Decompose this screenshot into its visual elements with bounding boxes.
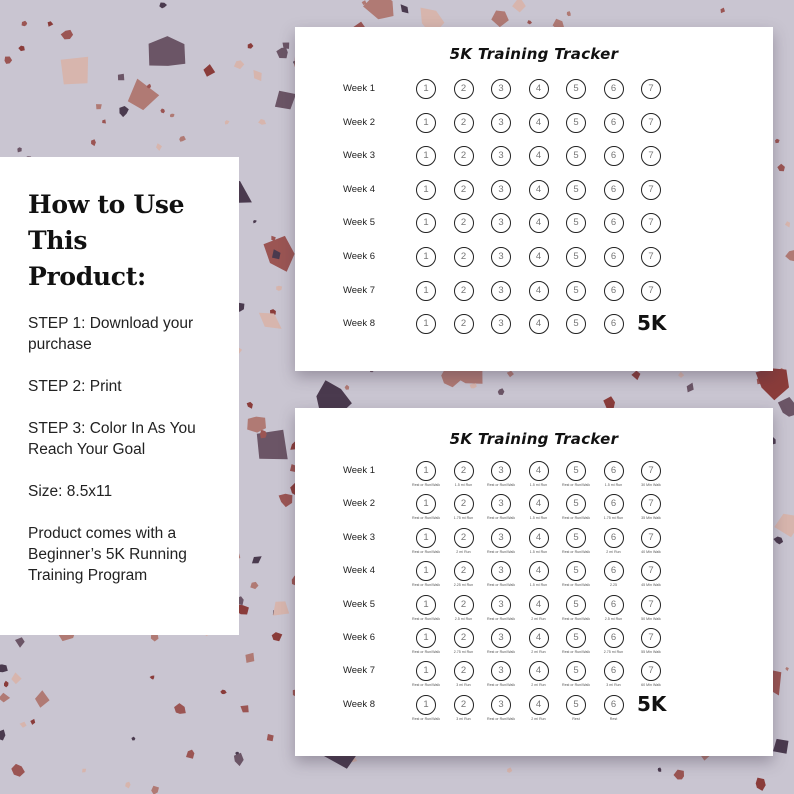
day-checkbox-circle[interactable]: 6 bbox=[604, 146, 624, 166]
terrazzo-chip bbox=[131, 737, 135, 741]
week-label: Week 7 bbox=[342, 665, 375, 677]
day-checkbox-circle[interactable]: 3 bbox=[491, 113, 511, 133]
day-checkbox-circle[interactable]: 5 bbox=[566, 113, 586, 133]
terrazzo-chip bbox=[61, 57, 88, 85]
day-checkbox-circle[interactable]: 7 bbox=[641, 281, 661, 301]
terrazzo-chip bbox=[18, 46, 25, 52]
day-checkbox-circle[interactable]: 6 bbox=[604, 213, 624, 233]
day-checkbox-circle[interactable]: 4 bbox=[529, 595, 549, 615]
workout-label: 2.5 mi Run bbox=[454, 616, 473, 621]
terrazzo-chip bbox=[17, 147, 21, 152]
week-label: Week 7 bbox=[342, 284, 375, 296]
terrazzo-chip bbox=[22, 21, 28, 27]
day-checkbox-circle[interactable]: 1 bbox=[416, 528, 436, 548]
terrazzo-chip bbox=[777, 164, 785, 171]
step-1-text: STEP 1: Download your purchase bbox=[28, 315, 194, 353]
day-checkbox-circle[interactable]: 1 bbox=[416, 180, 436, 200]
terrazzo-chip bbox=[48, 21, 54, 27]
workout-label: Rest or Run/Walk bbox=[411, 483, 441, 487]
workout-label: 40 Min Walk bbox=[641, 549, 661, 554]
terrazzo-chip bbox=[259, 313, 282, 329]
day-checkbox-circle[interactable]: 1 bbox=[416, 314, 436, 334]
day-checkbox-circle[interactable]: 6 bbox=[604, 695, 624, 715]
terrazzo-chip bbox=[775, 139, 780, 143]
day-checkbox-circle[interactable]: 6 bbox=[604, 180, 624, 200]
day-checkbox-circle[interactable]: 3 bbox=[491, 595, 511, 615]
workout-label: Rest or Run/Walk bbox=[561, 549, 591, 554]
workout-label: 2.5 mi Run bbox=[604, 616, 623, 621]
terrazzo-chip bbox=[174, 703, 186, 714]
week-label: Week 2 bbox=[342, 498, 375, 510]
bonus-text: Product comes with a Beginner’s 5K Running Training Program bbox=[28, 525, 187, 584]
day-checkbox-circle[interactable]: 1 bbox=[416, 494, 436, 514]
workout-label: Rest or Run/Walk bbox=[561, 516, 591, 521]
terrazzo-chip bbox=[4, 681, 9, 688]
day-checkbox-circle[interactable]: 6 bbox=[604, 494, 624, 514]
workout-label: 2.25 bbox=[610, 583, 617, 588]
workout-label: Rest or Run/Walk bbox=[561, 583, 591, 588]
week-label: Week 6 bbox=[342, 251, 375, 262]
terrazzo-chip bbox=[159, 3, 167, 9]
workout-label: 1.75 mi Run bbox=[603, 516, 624, 521]
workout-label: 1.75 mi Run bbox=[453, 516, 474, 521]
day-checkbox-circle[interactable]: 3 bbox=[491, 561, 511, 581]
day-checkbox-circle[interactable]: 4 bbox=[529, 247, 549, 267]
workout-label: Rest or Run/Walk bbox=[411, 616, 441, 621]
day-checkbox-circle[interactable]: 1 bbox=[416, 113, 436, 133]
week-label: Week 2 bbox=[342, 116, 375, 128]
terrazzo-chip bbox=[179, 136, 186, 142]
terrazzo-chip bbox=[160, 109, 165, 114]
day-checkbox-circle[interactable]: 6 bbox=[604, 281, 624, 301]
day-checkbox-circle[interactable]: 5 bbox=[566, 494, 586, 514]
day-checkbox-circle[interactable]: 6 bbox=[604, 661, 624, 681]
terrazzo-chip bbox=[756, 778, 766, 791]
workout-label: 45 Min Walk bbox=[641, 583, 661, 588]
workout-label: Rest or Run/Walk bbox=[486, 549, 516, 554]
terrazzo-chip bbox=[128, 79, 159, 111]
day-checkbox-circle[interactable]: 2 bbox=[454, 146, 474, 166]
day-checkbox-circle[interactable]: 5 bbox=[566, 79, 586, 99]
day-checkbox-circle[interactable]: 5 bbox=[566, 528, 586, 548]
day-checkbox-circle[interactable]: 7 bbox=[641, 661, 661, 681]
workout-label: Rest or Run/Walk bbox=[486, 683, 516, 688]
terrazzo-chip bbox=[0, 693, 10, 703]
terrazzo-chip bbox=[275, 91, 296, 110]
week-label: Week 8 bbox=[342, 698, 375, 710]
day-checkbox-circle[interactable]: 4 bbox=[529, 180, 549, 200]
day-checkbox-circle[interactable]: 6 bbox=[604, 595, 624, 615]
terrazzo-chip bbox=[276, 286, 282, 291]
tracker-sheet-with-program bbox=[295, 408, 773, 756]
terrazzo-chip bbox=[774, 514, 794, 538]
day-checkbox-circle[interactable]: 4 bbox=[529, 661, 549, 681]
terrazzo-chip bbox=[248, 43, 254, 49]
workout-label: Rest or Run/Walk bbox=[411, 716, 441, 721]
terrazzo-chip bbox=[345, 385, 350, 390]
terrazzo-chip bbox=[225, 120, 230, 124]
day-checkbox-circle[interactable]: 4 bbox=[529, 146, 549, 166]
day-checkbox-circle[interactable]: 6 bbox=[604, 113, 624, 133]
terrazzo-chip bbox=[240, 705, 248, 712]
terrazzo-chip bbox=[527, 20, 532, 24]
terrazzo-chip bbox=[61, 30, 73, 40]
day-checkbox-circle[interactable]: 7 bbox=[641, 494, 661, 514]
day-checkbox-circle[interactable]: 2 bbox=[454, 79, 474, 99]
terrazzo-chip bbox=[658, 768, 662, 772]
terrazzo-chip bbox=[11, 672, 21, 684]
day-checkbox-circle[interactable]: 3 bbox=[491, 180, 511, 200]
workout-label: Rest bbox=[609, 716, 618, 721]
terrazzo-chip bbox=[0, 730, 5, 741]
week-label: Week 8 bbox=[342, 318, 375, 330]
terrazzo-chip bbox=[721, 8, 726, 14]
day-checkbox-circle[interactable]: 4 bbox=[529, 113, 549, 133]
terrazzo-chip bbox=[253, 220, 257, 223]
day-checkbox-circle[interactable]: 5 bbox=[566, 628, 586, 648]
heading-line: Product: bbox=[28, 262, 146, 291]
terrazzo-chip bbox=[498, 388, 505, 395]
terrazzo-chip bbox=[102, 119, 106, 123]
day-checkbox-circle[interactable]: 4 bbox=[529, 281, 549, 301]
terrazzo-chip bbox=[470, 383, 477, 388]
day-checkbox-circle[interactable]: 7 bbox=[641, 146, 661, 166]
day-checkbox-circle[interactable]: 4 bbox=[529, 314, 549, 334]
day-checkbox-circle[interactable]: 3 bbox=[491, 146, 511, 166]
sheet-title: 5K Training Tracker bbox=[449, 430, 619, 448]
day-checkbox-circle[interactable]: 2 bbox=[454, 595, 474, 615]
workout-label: 2 mi Run bbox=[606, 549, 621, 554]
terrazzo-chip bbox=[674, 770, 685, 780]
workout-label: 1.5 mi Run bbox=[529, 516, 548, 521]
workout-label: Rest or Run/Walk bbox=[561, 483, 591, 487]
terrazzo-chip bbox=[170, 114, 175, 118]
workout-label: Rest or Run/Walk bbox=[411, 583, 441, 588]
week-label: Week 1 bbox=[342, 83, 375, 94]
workout-label: 35 Min Walk bbox=[641, 516, 661, 521]
workout-label: 1.5 mi Run bbox=[529, 483, 548, 487]
day-checkbox-circle[interactable]: 1 bbox=[416, 695, 436, 715]
day-checkbox-circle[interactable]: 1 bbox=[416, 281, 436, 301]
workout-label: Rest or Run/Walk bbox=[486, 716, 516, 721]
day-checkbox-circle[interactable]: 2 bbox=[454, 528, 474, 548]
terrazzo-chip bbox=[273, 601, 289, 615]
terrazzo-chip bbox=[785, 667, 789, 671]
day-checkbox-circle[interactable]: 7 bbox=[641, 180, 661, 200]
workout-label: 50 Min Walk bbox=[641, 616, 661, 621]
workout-label: 60 Min Walk bbox=[641, 683, 661, 688]
day-checkbox-circle[interactable]: 2 bbox=[454, 661, 474, 681]
terrazzo-chip bbox=[30, 719, 35, 725]
day-checkbox-circle[interactable]: 2 bbox=[454, 113, 474, 133]
day-checkbox-circle[interactable]: 1 bbox=[416, 628, 436, 648]
day-checkbox-circle[interactable]: 2 bbox=[454, 247, 474, 267]
terrazzo-chip bbox=[773, 739, 789, 754]
terrazzo-chip bbox=[267, 734, 274, 741]
day-checkbox-circle[interactable]: 2 bbox=[454, 494, 474, 514]
terrazzo-chip bbox=[773, 537, 783, 545]
workout-label: Rest or Run/Walk bbox=[561, 616, 591, 621]
goal-5k-mark: 5K bbox=[637, 311, 667, 336]
day-checkbox-circle[interactable]: 1 bbox=[416, 461, 436, 481]
terrazzo-chip bbox=[401, 4, 409, 13]
workout-label: 55 Min Walk bbox=[641, 650, 661, 654]
terrazzo-chip bbox=[785, 250, 794, 262]
terrazzo-chip bbox=[276, 48, 288, 58]
workout-label: 1.5 mi Run bbox=[529, 583, 548, 588]
workout-label: Rest or Run/Walk bbox=[411, 650, 441, 654]
terrazzo-chip bbox=[35, 690, 50, 708]
week-label: Week 3 bbox=[342, 531, 375, 543]
day-checkbox-circle[interactable]: 7 bbox=[641, 247, 661, 267]
terrazzo-chip bbox=[603, 396, 615, 408]
day-checkbox-circle[interactable]: 5 bbox=[566, 281, 586, 301]
workout-label: Rest or Run/Walk bbox=[411, 683, 441, 688]
day-checkbox-circle[interactable]: 1 bbox=[416, 213, 436, 233]
workout-label: 1.5 mi Run bbox=[529, 549, 548, 554]
terrazzo-chip bbox=[234, 753, 244, 766]
day-checkbox-circle[interactable]: 1 bbox=[416, 146, 436, 166]
day-checkbox-circle[interactable]: 4 bbox=[529, 213, 549, 233]
week-label: Week 4 bbox=[342, 183, 375, 195]
terrazzo-chip bbox=[363, 0, 394, 19]
terrazzo-chip bbox=[253, 70, 261, 81]
day-checkbox-circle[interactable]: 5 bbox=[566, 314, 586, 334]
terrazzo-chip bbox=[186, 750, 194, 759]
day-checkbox-circle[interactable]: 3 bbox=[491, 247, 511, 267]
goal-5k-mark: 5K bbox=[637, 691, 667, 716]
step-2-text: STEP 2: Print bbox=[28, 378, 122, 395]
day-checkbox-circle[interactable]: 2 bbox=[454, 628, 474, 648]
workout-label: Rest or Run/Walk bbox=[486, 516, 516, 521]
day-checkbox-circle[interactable]: 4 bbox=[529, 628, 549, 648]
terrazzo-chip bbox=[91, 139, 96, 146]
terrazzo-chip bbox=[5, 57, 13, 64]
day-checkbox-circle[interactable]: 3 bbox=[491, 281, 511, 301]
day-checkbox-circle[interactable]: 4 bbox=[529, 461, 549, 481]
how-to-use-heading bbox=[28, 187, 239, 295]
terrazzo-chip bbox=[125, 782, 131, 789]
terrazzo-chip bbox=[778, 397, 794, 417]
day-checkbox-circle[interactable]: 7 bbox=[641, 461, 661, 481]
terrazzo-chip bbox=[252, 556, 262, 563]
day-checkbox-circle[interactable]: 2 bbox=[454, 314, 474, 334]
day-checkbox-circle[interactable]: 3 bbox=[491, 695, 511, 715]
tracker-sheet-plain bbox=[295, 27, 773, 371]
terrazzo-chip bbox=[11, 764, 25, 777]
workout-label: 2 mi Run bbox=[531, 716, 546, 721]
day-checkbox-circle[interactable]: 4 bbox=[529, 79, 549, 99]
day-checkbox-circle[interactable]: 7 bbox=[641, 213, 661, 233]
terrazzo-chip bbox=[687, 383, 694, 393]
day-checkbox-circle[interactable]: 4 bbox=[529, 528, 549, 548]
workout-label: 2.75 mi Run bbox=[453, 650, 474, 654]
terrazzo-chip bbox=[15, 637, 25, 648]
day-checkbox-circle[interactable]: 2 bbox=[454, 281, 474, 301]
terrazzo-chip bbox=[756, 368, 789, 400]
day-checkbox-circle[interactable]: 5 bbox=[566, 695, 586, 715]
terrazzo-chip bbox=[203, 64, 215, 77]
terrazzo-chip bbox=[234, 60, 244, 69]
day-checkbox-circle[interactable]: 6 bbox=[604, 314, 624, 334]
workout-label: 3 mi Run bbox=[456, 716, 471, 721]
terrazzo-chip bbox=[785, 221, 790, 227]
terrazzo-chip bbox=[96, 104, 102, 109]
day-checkbox-circle[interactable]: 5 bbox=[566, 561, 586, 581]
how-to-use-panel bbox=[0, 157, 239, 635]
day-checkbox-circle[interactable]: 3 bbox=[491, 314, 511, 334]
terrazzo-chip bbox=[245, 653, 254, 663]
terrazzo-chip bbox=[149, 36, 186, 66]
day-checkbox-circle[interactable]: 2 bbox=[454, 213, 474, 233]
terrazzo-chip bbox=[279, 494, 293, 507]
workout-label: Rest or Run/Walk bbox=[561, 650, 591, 654]
terrazzo-chip bbox=[272, 632, 283, 641]
terrazzo-chip bbox=[250, 582, 258, 589]
day-checkbox-circle[interactable]: 1 bbox=[416, 661, 436, 681]
day-checkbox-circle[interactable]: 2 bbox=[454, 461, 474, 481]
day-checkbox-circle[interactable]: 1 bbox=[416, 595, 436, 615]
day-checkbox-circle[interactable]: 7 bbox=[641, 628, 661, 648]
workout-label: 1.5 mi Run bbox=[604, 483, 623, 487]
day-checkbox-circle[interactable]: 7 bbox=[641, 79, 661, 99]
day-checkbox-circle[interactable]: 6 bbox=[604, 561, 624, 581]
week-label: Week 3 bbox=[342, 150, 375, 162]
terrazzo-chip bbox=[247, 402, 253, 409]
day-checkbox-circle[interactable]: 3 bbox=[491, 461, 511, 481]
day-checkbox-circle[interactable]: 2 bbox=[454, 561, 474, 581]
terrazzo-chip bbox=[283, 43, 290, 49]
week-label: Week 5 bbox=[342, 598, 375, 610]
workout-label: Rest or Run/Walk bbox=[486, 583, 516, 588]
terrazzo-chip bbox=[512, 0, 526, 12]
week-label: Week 4 bbox=[342, 565, 375, 577]
day-checkbox-circle[interactable]: 5 bbox=[566, 661, 586, 681]
day-checkbox-circle[interactable]: 5 bbox=[566, 247, 586, 267]
day-checkbox-circle[interactable]: 1 bbox=[416, 79, 436, 99]
day-checkbox-circle[interactable]: 4 bbox=[529, 494, 549, 514]
day-checkbox-circle[interactable]: 7 bbox=[641, 113, 661, 133]
terrazzo-chip bbox=[247, 417, 266, 433]
terrazzo-chip bbox=[507, 371, 514, 377]
workout-label: Rest or Run/Walk bbox=[486, 650, 516, 654]
workout-label: Rest or Run/Walk bbox=[411, 549, 441, 554]
day-checkbox-circle[interactable]: 7 bbox=[641, 595, 661, 615]
workout-label: Rest or Run/Walk bbox=[411, 516, 441, 521]
terrazzo-chip bbox=[567, 11, 571, 16]
week-label: Week 5 bbox=[342, 217, 375, 229]
workout-label: 3 mi Run bbox=[606, 683, 621, 688]
week-label: Week 1 bbox=[342, 465, 375, 476]
day-checkbox-circle[interactable]: 5 bbox=[566, 180, 586, 200]
workout-label: 3 mi Run bbox=[456, 683, 471, 688]
terrazzo-chip bbox=[220, 690, 226, 695]
day-checkbox-circle[interactable]: 3 bbox=[491, 494, 511, 514]
day-checkbox-circle[interactable]: 6 bbox=[604, 628, 624, 648]
terrazzo-chip bbox=[631, 371, 640, 381]
day-checkbox-circle[interactable]: 3 bbox=[491, 79, 511, 99]
workout-label: Rest bbox=[572, 716, 580, 721]
day-checkbox-circle[interactable]: 2 bbox=[454, 180, 474, 200]
day-checkbox-circle[interactable]: 4 bbox=[529, 561, 549, 581]
heading-line: This bbox=[28, 226, 88, 255]
terrazzo-chip bbox=[119, 106, 128, 117]
day-checkbox-circle[interactable]: 3 bbox=[491, 661, 511, 681]
day-checkbox-circle[interactable]: 3 bbox=[491, 213, 511, 233]
terrazzo-chip bbox=[0, 664, 8, 672]
day-checkbox-circle[interactable]: 6 bbox=[604, 79, 624, 99]
day-checkbox-circle[interactable]: 5 bbox=[566, 146, 586, 166]
terrazzo-chip bbox=[156, 143, 162, 151]
day-checkbox-circle[interactable]: 6 bbox=[604, 528, 624, 548]
day-checkbox-circle[interactable]: 6 bbox=[604, 461, 624, 481]
terrazzo-chip bbox=[151, 786, 159, 794]
workout-label: 2 mi Run bbox=[531, 650, 546, 654]
sheet-title: 5K Training Tracker bbox=[449, 45, 619, 63]
terrazzo-chip bbox=[678, 372, 684, 378]
workout-label: 30 Min Walk bbox=[641, 483, 661, 487]
terrazzo-chip bbox=[150, 676, 155, 680]
terrazzo-chip bbox=[82, 769, 86, 773]
workout-label: 2 mi Run bbox=[531, 683, 546, 688]
workout-label: 1.5 mi Run bbox=[454, 483, 473, 487]
workout-label: 2 mi Run bbox=[456, 549, 471, 554]
size-text: Size: 8.5x11 bbox=[28, 483, 113, 500]
terrazzo-chip bbox=[507, 767, 512, 773]
day-checkbox-circle[interactable]: 3 bbox=[491, 528, 511, 548]
day-checkbox-circle[interactable]: 7 bbox=[641, 528, 661, 548]
day-checkbox-circle[interactable]: 5 bbox=[566, 595, 586, 615]
workout-label: 2.25 mi Run bbox=[453, 583, 474, 588]
day-checkbox-circle[interactable]: 5 bbox=[566, 213, 586, 233]
terrazzo-chip bbox=[258, 119, 266, 125]
workout-label: Rest or Run/Walk bbox=[486, 616, 516, 621]
day-checkbox-circle[interactable]: 1 bbox=[416, 247, 436, 267]
day-checkbox-circle[interactable]: 2 bbox=[454, 695, 474, 715]
day-checkbox-circle[interactable]: 7 bbox=[641, 561, 661, 581]
week-label: Week 6 bbox=[342, 632, 375, 643]
day-checkbox-circle[interactable]: 1 bbox=[416, 561, 436, 581]
workout-label: Rest or Run/Walk bbox=[561, 683, 591, 688]
day-checkbox-circle[interactable]: 5 bbox=[566, 461, 586, 481]
terrazzo-chip bbox=[118, 74, 124, 81]
day-checkbox-circle[interactable]: 4 bbox=[529, 695, 549, 715]
terrazzo-chip bbox=[260, 430, 267, 439]
terrazzo-chip bbox=[20, 722, 27, 728]
workout-label: 2.75 mi Run bbox=[603, 650, 624, 654]
day-checkbox-circle[interactable]: 3 bbox=[491, 628, 511, 648]
step-3-text: STEP 3: Color In As You Reach Your Goal bbox=[28, 420, 196, 458]
heading-line: How to Use bbox=[28, 190, 185, 219]
workout-label: Rest or Run/Walk bbox=[486, 483, 516, 487]
workout-label: 2 mi Run bbox=[531, 616, 546, 621]
day-checkbox-circle[interactable]: 6 bbox=[604, 247, 624, 267]
terrazzo-chip bbox=[491, 11, 509, 28]
